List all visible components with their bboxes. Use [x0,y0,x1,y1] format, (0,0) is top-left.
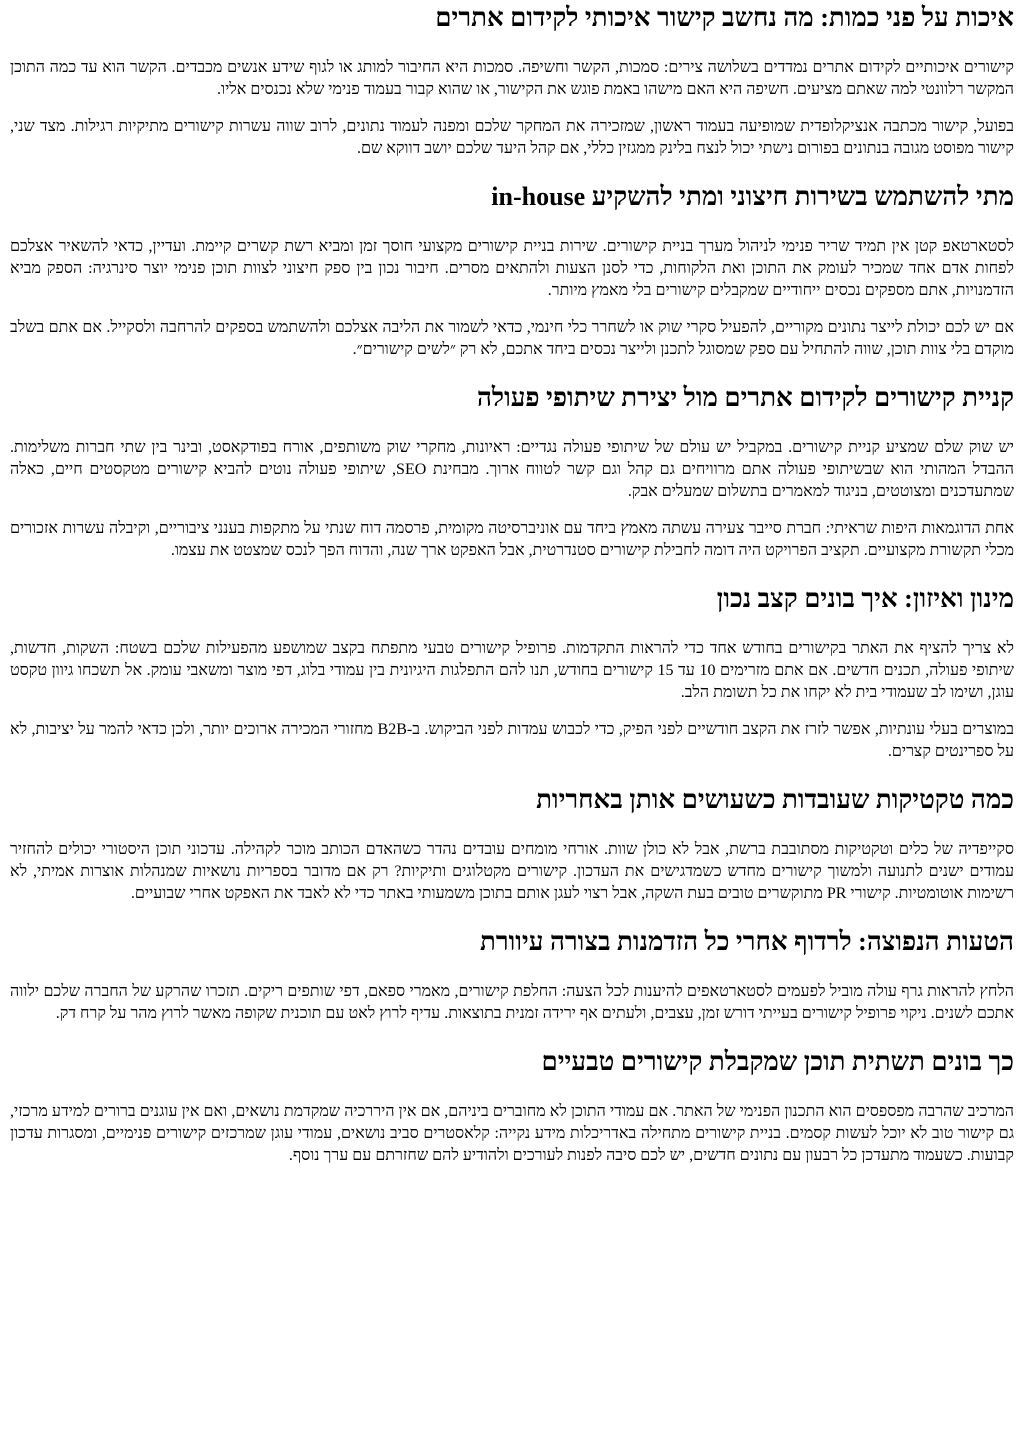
article-section [10,2,1014,160]
paragraph: קישורים איכותיים לקידום אתרים נמדדים בשלושה צירים: סמכות, הקשר וחשיפה. סמכות היא החיבור למותג או לגוף שידע אנשים מכבדים. הקשר הוא עד כמה התוכן המקשר רלוונטי למה שאתם מציעים. חשיפה היא האם מישהו באמת פוגש את הקישור, או שהוא קבור בעמוד פנימי שלא נכנסים אליו. [10,59,1014,98]
section-heading: מתי להשתמש בשירות חיצוני ומתי להשקיע in-house [491,182,1014,211]
paragraph: לסטארטאפ קטן אין תמיד שריר פנימי לניהול מערך בניית קישורים. שירות בניית קישורים מקצועי חוסך זמן ומביא רשת קשרים קיימת. ועדיין, כדאי להשאיר אצלכם לפחות אדם אחד שמכיר לעומק את התוכן ואת הלקוחות, כדי לסנן הצעות ולהתאים מסרים. חיבור נכון בין ספק חיצוני לצוות תוכן פנימי יוצר סינרגיה: הספק מביא הזדמנויות, אתם מספקים נכסים ייחודיים שמקבלים קישורים בלי מאמץ מיותר. [10,238,1014,299]
paragraph: הלחץ להראות גרף עולה מוביל לפעמים לסטארטאפים להיענות לכל הצעה: החלפת קישורים, מאמרי ספאם, דפי שותפים ריקים. תזכרו שהרקע של החברה שלכם ילווה אתכם לשנים. ניקוי פרופיל קישורים בעייתי דורש זמן, עצבים, ולעתים אף ירידה זמנית בתוצאות. עדיף לרוץ לאט עם תוכנית שקופה מאשר לרוץ מהר על קרח דק. [10,983,1014,1022]
article-section [10,926,1014,1025]
paragraph: סקייפדיה של כלים וטקטיקות מסתובבת ברשת, אבל לא כולן שוות. אורחי מומחים עובדים נהדר כשהאדם הכותב מוכר לקהילה. עדכוני תוכן היסטורי יכולים להחזיר עמודים ישנים לתנועה ולמשוך קישורים מחדש כשמדגישים את העדכון. קישורים מקטלוגים ותיקיות? רק אם מדובר בספריות נושאיות שמנהלות אוצרות אמיתי, לא רשימות אוטומטיות. קישורי PR מתוקשרים טובים בעת השקה, אבל רצוי לעגן אותם בתוכן משמעותי באתר כדי לא לאבד את האפקט אחרי שבועיים. [10,841,1014,902]
section-heading: מינון ואיזון: איך בונים קצב נכון [716,584,1014,613]
section-heading: איכות על פני כמות: מה נחשב קישור איכותי לקידום אתרים [435,3,1014,32]
section-heading: כך בונים תשתית תוכן שמקבלת קישורים טבעיים [541,1047,1014,1076]
paragraph: בפועל, קישור מכתבה אנציקלופדית שמופיעה בעמוד ראשון, שמזכירה את המחקר שלכם ומפנה לעמוד נתונים, לרוב שווה עשרות קישורים מתיקיות רגילות. מצד שני, קישור מפוסט מגובה בנתונים בפורום נישתי יכול לנצח בלינק ממגזין כללי, אם קהל היעד שלכם יושב דווקא שם. [10,118,1014,157]
section-heading: קניית קישורים לקידום אתרים מול יצירת שיתופי פעולה [476,383,1014,412]
paragraph: במוצרים בעלי עונתיות, אפשר לזרז את הקצב חודשיים לפני הפיק, כדי לכבוש עמדות לפני הביקוש. ב-B2B מחזורי המכירה ארוכים יותר, ולכן כדאי להמר על יציבות, לא על ספרינטים קצרים. [10,721,1015,760]
article-section [10,1046,1014,1167]
section-heading: כמה טקטיקות שעובדות כשעושים אותן באחריות [536,785,1014,814]
article-section [10,181,1014,361]
paragraph: אחת הדוגמאות היפות שראיתי: חברת סייבר צעירה עשתה מאמץ ביחד עם אוניברסיטה מקומית, פרסמה דוח שנתי על מתקפות בענני ציבוריים, וקיבלה עשרות אזכורים מכלי תקשורת מקצועיים. תקציב הפרויקט היה דומה לחבילת קישורים סטנדרטית, אבל האפקט ארך שנה, והדוח הפך לנכס שמצטט את עצמו. [10,520,1014,559]
section-heading: הטעות הנפוצה: לרדוף אחרי כל הזדמנות בצורה עיוורת [479,927,1014,956]
paragraph: לא צריך להציף את האתר בקישורים בחודש אחד כדי להראות התקדמות. פרופיל קישורים טבעי מתפתח בקצב שמושפע מהפעילות שלכם בשטח: השקות, חדשות, שיתופי פעולה, תכנים חדשים. אם אתם מזרימים 10 עד 15 קישורים בחודש, תנו להם התפלגות היגיונית בין עמודי בלוג, דפי מוצר ומשאבי עומק. אל תשכחו גיוון טקסט עוגן, ושימו לב שעמודי בית לא יקחו את כל תשומת הלב. [10,640,1014,701]
paragraph: המרכיב שהרבה מפספסים הוא התכנון הפנימי של האתר. אם עמודי התוכן לא מחוברים ביניהם, אם אין היררכיה שמקדמת נושאים, ואם אין עוגנים ברורים למידע מרכזי, גם קישור טוב לא יוכל לעשות קסמים. בניית קישורים מתחילה באדריכלות מידע נקייה: קלאסטרים סביב נושאים, עמודי עוגן שמרכזים קישורים פנימיים, ומסגרות עדכון קבועות. כשעמוד מתעדכן כל רבעון עם נתונים חדשים, יש לכם סיבה לפנות לעורכים ולהודיע להם שחזרתם עם ערך נוסף. [10,1103,1014,1164]
article-section [10,583,1014,763]
article-section [10,382,1014,562]
paragraph: אם יש לכם יכולת לייצר נתונים מקוריים, להפעיל סקרי שוק או לשחרר כלי חינמי, כדאי לשמור את הליבה אצלכם ולהשתמש בספקים להרחבה ולסקייל. אם אתם בשלב מוקדם בלי צוות תוכן, שווה להתחיל עם ספק שמסוגל לתכנן ולייצר נכסים ביחד אתכם, לא רק ״לשים קישורים״. [10,319,1014,358]
article-section [10,784,1014,905]
paragraph: יש שוק שלם שמציע קניית קישורים. במקביל יש עולם של שיתופי פעולה נגדיים: ראיונות, מחקרי שוק משותפים, אורח בפודקאסט, ובינר בין שתי חברות משלימות. ההבדל המהותי הוא שבשיתופי פעולה אתם מרוויחים גם קהל וגם קשר לטווח ארוך. מבחינת SEO, שיתופי פעולה נוטים להביא קישורים מטקסטים חיים, כאלה שמתעדכנים ומצוטטים, בניגוד למאמרים בתשלום שמעלים אבק. [10,439,1014,500]
